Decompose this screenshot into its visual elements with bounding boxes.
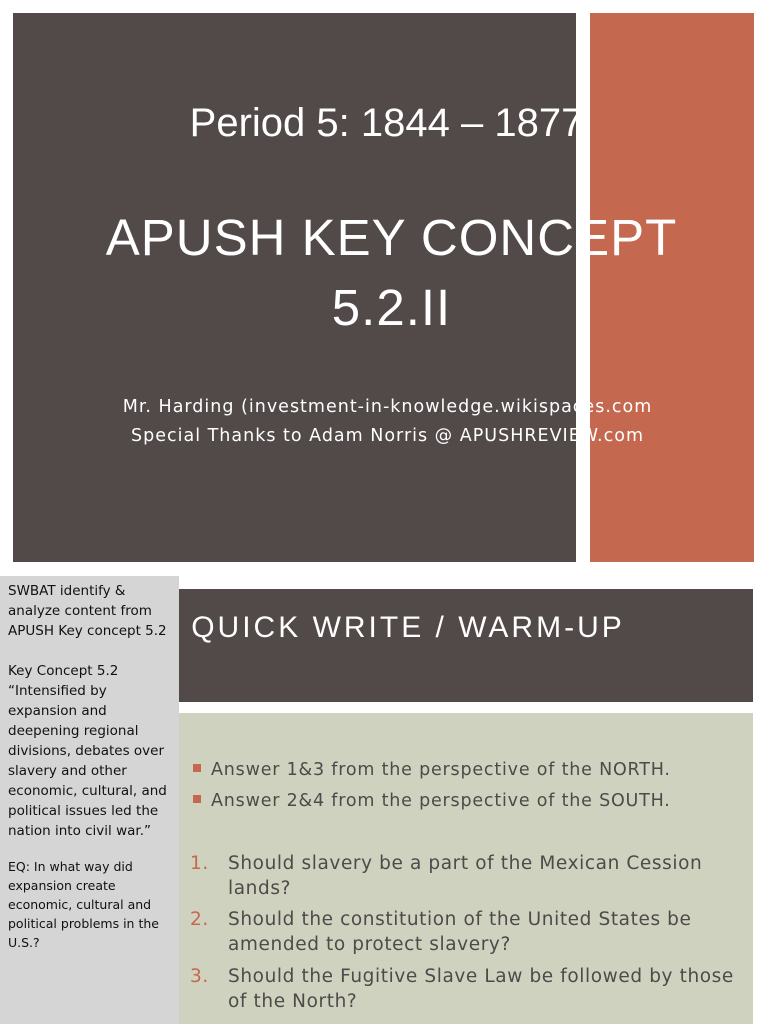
credit-line-2: Special Thanks to Adam Norris @ APUSHREVIEW.com xyxy=(131,426,644,446)
slide-title-line-2: 5.2.II xyxy=(331,279,452,336)
question-text: Should slavery be a part of the Mexican Cession lands? xyxy=(228,853,703,899)
question-number: 1. xyxy=(190,853,209,874)
credit-line-1: Mr. Harding (investment-in-knowledge.wikispaces.com xyxy=(122,397,653,417)
title-slide xyxy=(13,13,768,562)
question-item xyxy=(190,907,750,957)
square-bullet-icon xyxy=(193,764,201,772)
quick-write-content xyxy=(179,713,753,1024)
objective-text: SWBAT identify & analyze content from APUSH Key concept 5.2 xyxy=(8,583,167,639)
quick-write-title: QUICK WRITE / WARM-UP xyxy=(191,611,625,644)
question-text: Should the Fugitive Slave Law be followed by those of the North? xyxy=(228,966,734,1012)
period-heading: Period 5: 1844 – 1877 xyxy=(189,101,584,145)
slide-title xyxy=(13,203,768,343)
quick-write-header xyxy=(179,589,753,702)
question-number: 3. xyxy=(190,966,209,987)
question-item xyxy=(190,964,750,1014)
objective-sidebar xyxy=(0,576,179,1024)
instruction-bullet: Answer 2&4 from the perspective of the SOUTH. xyxy=(193,791,671,811)
question-number: 2. xyxy=(190,909,209,930)
essential-question-text: EQ: In what way did expansion create economic, cultural and political problems in the U.S.? xyxy=(8,859,159,950)
slide-title-line-1: APUSH KEY CONCEPT xyxy=(105,209,678,266)
credits xyxy=(13,393,768,451)
question-item xyxy=(190,851,750,901)
square-bullet-icon xyxy=(193,795,201,803)
instruction-bullet: Answer 1&3 from the perspective of the NORTH. xyxy=(193,760,671,780)
key-concept-text: Key Concept 5.2 “Intensified by expansion and deepening regional divisions, debates over slavery and other economic, cultural, and political issues led the nation into civil war.” xyxy=(8,663,167,839)
question-text: Should the constitution of the United States be amended to protect slavery? xyxy=(228,909,692,955)
